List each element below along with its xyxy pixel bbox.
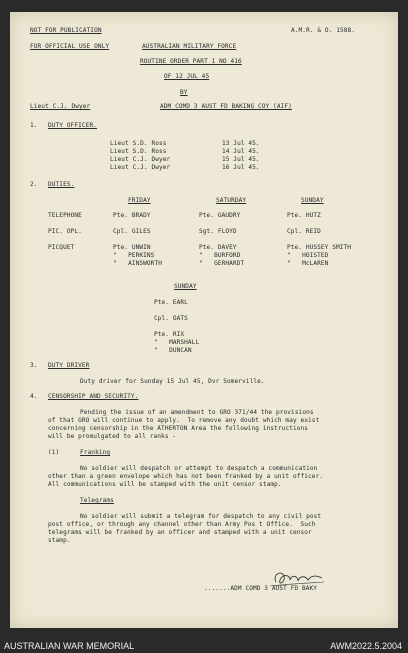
picquet-friday: Pte. UNWIN: [113, 244, 151, 251]
sunday-duty: Pte. RIX: [154, 331, 185, 338]
section-1-number: 1.: [30, 122, 38, 129]
col-sunday: SUNDAY: [301, 197, 324, 204]
footer-accession-number: AWM2022.5.2004: [330, 641, 402, 651]
subsection-1-number: (1): [48, 449, 60, 456]
section-1-title: DUTY OFFICER.: [48, 122, 97, 129]
censorship-paragraph: will be promulgated to all ranks -: [48, 433, 177, 440]
franking-text: other than a green envelope which has not been franked by a unit officer.: [48, 473, 324, 480]
unit-name: ADM COMD 3 AUST FD BAKING COY (AIF): [160, 103, 292, 110]
censorship-paragraph: of that GRO will continue to apply. To remove any doubt which may exist: [48, 417, 320, 424]
duty-officer-date: 15 Jul 45.: [222, 156, 260, 163]
censorship-paragraph: concerning censorship in the ATHERTON Area the following instructions: [48, 425, 309, 432]
duty-officer-name: Lieut C.J. Dwyer: [110, 164, 171, 171]
duty-name: TELEPHONE: [48, 212, 82, 219]
force-name: AUSTRALIAN MILITARY FORCE: [142, 43, 237, 50]
duty-friday: Cpl. GILES: [113, 228, 151, 235]
picquet-saturday: " GERHARDT: [199, 260, 245, 267]
picquet-sunday: Pte. HUSSEY SMITH: [287, 244, 352, 251]
by-label: BY: [180, 89, 188, 96]
section-4-number: 4.: [30, 393, 38, 400]
order-date: OF 12 JUL 45: [164, 73, 210, 80]
duty-officer-date: 16 Jul 45.: [222, 164, 260, 171]
picquet-friday: " PERKINS: [113, 252, 155, 259]
subsection-1-title: Franking: [80, 449, 111, 456]
duty-officer-date: 14 Jul 45.: [222, 148, 260, 155]
duty-sunday: Pte. HUTZ: [287, 212, 321, 219]
duty-saturday: Sgt. FLOYD: [199, 228, 237, 235]
reference-number: A.M.R. & O. 1588.: [291, 27, 356, 34]
sunday-duty: Pte. EARL: [154, 299, 188, 306]
telegrams-text: stamp.: [48, 537, 71, 544]
sunday-duty: Cpl. OATS: [154, 315, 188, 322]
franking-text: No soldier will despatch or attempt to despatch a communication: [80, 465, 318, 472]
not-for-publication: NOT FOR PUBLICATION: [30, 27, 102, 34]
subsection-2-title: Telegrams: [80, 497, 114, 504]
censorship-paragraph: Pending the issue of an amendment to GRO 371/44 the provisions: [80, 409, 314, 416]
picquet-saturday: Pte. DAVEY: [199, 244, 237, 251]
sunday-duty: " DUNCAN: [154, 347, 192, 354]
picquet-sunday: " McLAREN: [287, 260, 329, 267]
col-saturday: SATURDAY: [216, 197, 247, 204]
issuing-officer: Lieut C.J. Dwyer: [30, 103, 91, 110]
section-2-title: DUTIES.: [48, 181, 75, 188]
col-friday: FRIDAY: [128, 197, 151, 204]
duty-sunday: Cpl. REID: [287, 228, 321, 235]
section-4-title: CENSORSHIP AND SECURITY.: [48, 393, 139, 400]
franking-text: All communications will be stamped with the unit censor stamp.: [48, 481, 282, 488]
order-title: ROUTINE ORDER PART 1 NO 416: [140, 58, 242, 65]
telegrams-text: No soldier will submit a telegram for despatch to any civil post: [80, 513, 322, 520]
duty-officer-date: 13 Jul 45.: [222, 140, 260, 147]
duty-driver-text: Duty driver for Sunday 15 Jul 45, Dvr Somerville.: [80, 378, 265, 385]
footer-institution: AUSTRALIAN WAR MEMORIAL: [4, 641, 135, 651]
telegrams-text: post office, or through any channel other than Army Pos t Office. Such: [48, 521, 316, 528]
signature-block: ADM COMD 3 AUST FD BAKY: [230, 585, 318, 592]
picquet-saturday: " BURFORD: [199, 252, 241, 259]
telegrams-text: telegrams will be franked by an officer and stamped with a unit censor: [48, 529, 312, 536]
picquet-friday: " AINSWORTH: [113, 260, 162, 267]
duty-name: PIC. OPL.: [48, 228, 82, 235]
duty-officer-name: Lieut S.D. Ross: [110, 148, 167, 155]
section-3-title: DUTY DRIVER: [48, 362, 90, 369]
duty-name: PICQUET: [48, 244, 75, 251]
duty-officer-name: Lieut S.D. Ross: [110, 140, 167, 147]
duty-saturday: Pte. GAUDRY: [199, 212, 241, 219]
section-3-number: 3.: [30, 362, 38, 369]
official-use-notice: FOR OFFICIAL USE ONLY: [30, 43, 110, 50]
picquet-sunday: " HOISTED: [287, 252, 329, 259]
signature-line: .......ADM COMD 3 AUST FD BAKY: [204, 585, 318, 592]
duty-friday: Pte. BRADY: [113, 212, 151, 219]
sunday-heading: SUNDAY: [174, 283, 197, 290]
sunday-duty: " MARSHALL: [154, 339, 200, 346]
duty-officer-name: Lieut C.J. Dwyer: [110, 156, 171, 163]
section-2-number: 2.: [30, 181, 38, 188]
